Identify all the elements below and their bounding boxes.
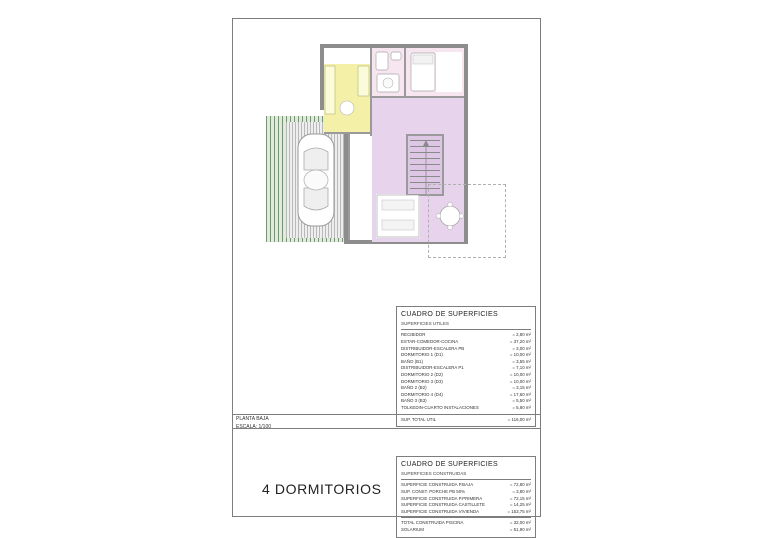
table-row (401, 385, 531, 392)
table-row (401, 339, 531, 346)
row-label: BAÑO (B1) (401, 358, 423, 364)
table-utiles-total-divider (401, 414, 531, 415)
table-row (401, 496, 531, 503)
room-upper-right-closet (436, 52, 462, 92)
terrace-dashed-outline (428, 184, 506, 258)
row-value: = 7,10 m² (512, 365, 531, 371)
total-label: TOTAL CONSTRUIDA PISCINA (401, 520, 464, 526)
row-label: SUPERFICIE CONSTRUIDA P.BAJA (401, 482, 474, 488)
row-value: = 5,80 m² (512, 405, 531, 411)
room-lower-left-space (348, 132, 372, 240)
kitchen-counter (324, 64, 370, 132)
row-value: = 14,25 m² (509, 502, 531, 508)
interior-wall-d (372, 96, 464, 98)
row-value: = 3,15 m² (512, 385, 531, 391)
interior-wall-c (404, 48, 406, 98)
interior-wall-e (408, 134, 442, 136)
row-value: = 5,50 m² (512, 398, 531, 404)
table-row (401, 398, 531, 405)
table-row (401, 502, 531, 509)
table-construidas-divider (401, 479, 531, 480)
frame-line-top (232, 18, 541, 19)
row-label: ESTAR-COMEDOR-COCINA (401, 339, 459, 344)
row-label: BAÑO 3 (B3) (401, 398, 427, 404)
row-label: TOLKEDIN-CUARTO INSTALACIONES (401, 405, 479, 411)
row-label: DORMITORIO 2 (D2) (401, 372, 443, 378)
row-value: = 2,80 m² (512, 332, 531, 338)
sofa-furniture (376, 194, 420, 238)
row-value: = 10,00 m² (509, 352, 531, 358)
interior-wall-i (348, 132, 350, 240)
extra-label: SOLARIUM (401, 527, 424, 533)
row-label: DISTRIBUIDOR-ESCALERA PB (401, 345, 465, 351)
row-value: = 72,15 m² (509, 495, 531, 501)
row-label: SUPERFICIE CONSTRUIDA P.PRIMERA (401, 495, 483, 501)
room-entry-hall (324, 48, 370, 64)
car-icon (294, 130, 338, 230)
row-value: = 3,80 m² (512, 489, 531, 494)
row-value: = 153,75 m² (507, 508, 531, 514)
table-construidas-title: CUADRO DE SUPERFICIES (401, 461, 498, 468)
row-label: BAÑO 2 (B2) (401, 385, 427, 391)
total-label: SUP. TOTAL UTIL (401, 416, 437, 422)
table-utiles-subtitle: SUPERFICIES UTILES (401, 320, 449, 326)
table-row (401, 359, 531, 366)
table-construidas-total-divider (401, 517, 531, 518)
table-row (401, 365, 531, 372)
row-value: = 72,80 m² (509, 482, 531, 488)
table-row (401, 346, 531, 353)
plan-caption (236, 416, 271, 431)
row-label: RECIBIDOR (401, 332, 426, 338)
row-label: SUPERFICIE CONSTRUIDA VIVIENDA (401, 508, 480, 514)
bathroom-fixtures (374, 50, 404, 96)
table-utiles-rows (401, 332, 531, 411)
row-label: DISTRIBUIDOR-ESCALERA P1 (401, 365, 464, 371)
table-utiles-title: CUADRO DE SUPERFICIES (401, 311, 498, 318)
table-row (401, 379, 531, 386)
row-value: = 3,55 m² (512, 358, 531, 364)
floor-plan-drawing (258, 34, 514, 254)
row-value: = 3,00 m² (512, 345, 531, 351)
frame-line-right (540, 18, 541, 517)
plan-caption-line2: ESCALA: 1/100 (236, 423, 272, 430)
interior-wall-a (370, 48, 372, 136)
table-construidas-rows (401, 482, 531, 515)
table-row (401, 332, 531, 339)
interior-wall-g (406, 134, 408, 196)
table-row (401, 392, 531, 399)
table-construidas-total-row (401, 520, 531, 527)
table-row (401, 405, 531, 412)
row-value: = 10,00 m² (509, 378, 531, 384)
table-utiles-total-row (401, 417, 531, 424)
surface-table-construidas (396, 456, 536, 538)
table-construidas-extra-row (401, 527, 531, 534)
table-row (401, 482, 531, 489)
table-row (401, 489, 531, 496)
plan-caption-line1: PLANTA BAJA (236, 416, 269, 422)
row-value: = 10,00 m² (509, 372, 531, 378)
frame-separator-lower (232, 428, 541, 429)
row-label: DORMITORIO 4 (D4) (401, 391, 443, 397)
row-label: SUP. CONST. PORCHE PB 50% (401, 489, 466, 494)
table-row (401, 372, 531, 379)
bed-furniture (410, 52, 436, 92)
row-value: = 17,60 m² (509, 391, 531, 397)
surface-table-utiles (396, 306, 536, 427)
total-value: = 32,00 m² (509, 520, 531, 526)
table-construidas-subtitle: SUPERFICIES CONSTRUIDAS (401, 470, 467, 476)
row-label: DORMITORIO 1 (D1) (401, 352, 443, 358)
frame-line-left (232, 18, 233, 517)
row-label: DORMITORIO 3 (D3) (401, 378, 443, 384)
row-label: SUPERFICIE CONSTRUIDA CASTILLETE (401, 502, 485, 508)
row-value: = 37,20 m² (509, 339, 531, 344)
table-utiles-divider (401, 329, 531, 330)
page-title: 4 DORMITORIOS (262, 481, 382, 497)
extra-value: = 51,90 m² (509, 527, 531, 533)
table-row (401, 509, 531, 516)
table-row (401, 352, 531, 359)
total-value: = 116,00 m² (507, 416, 531, 422)
